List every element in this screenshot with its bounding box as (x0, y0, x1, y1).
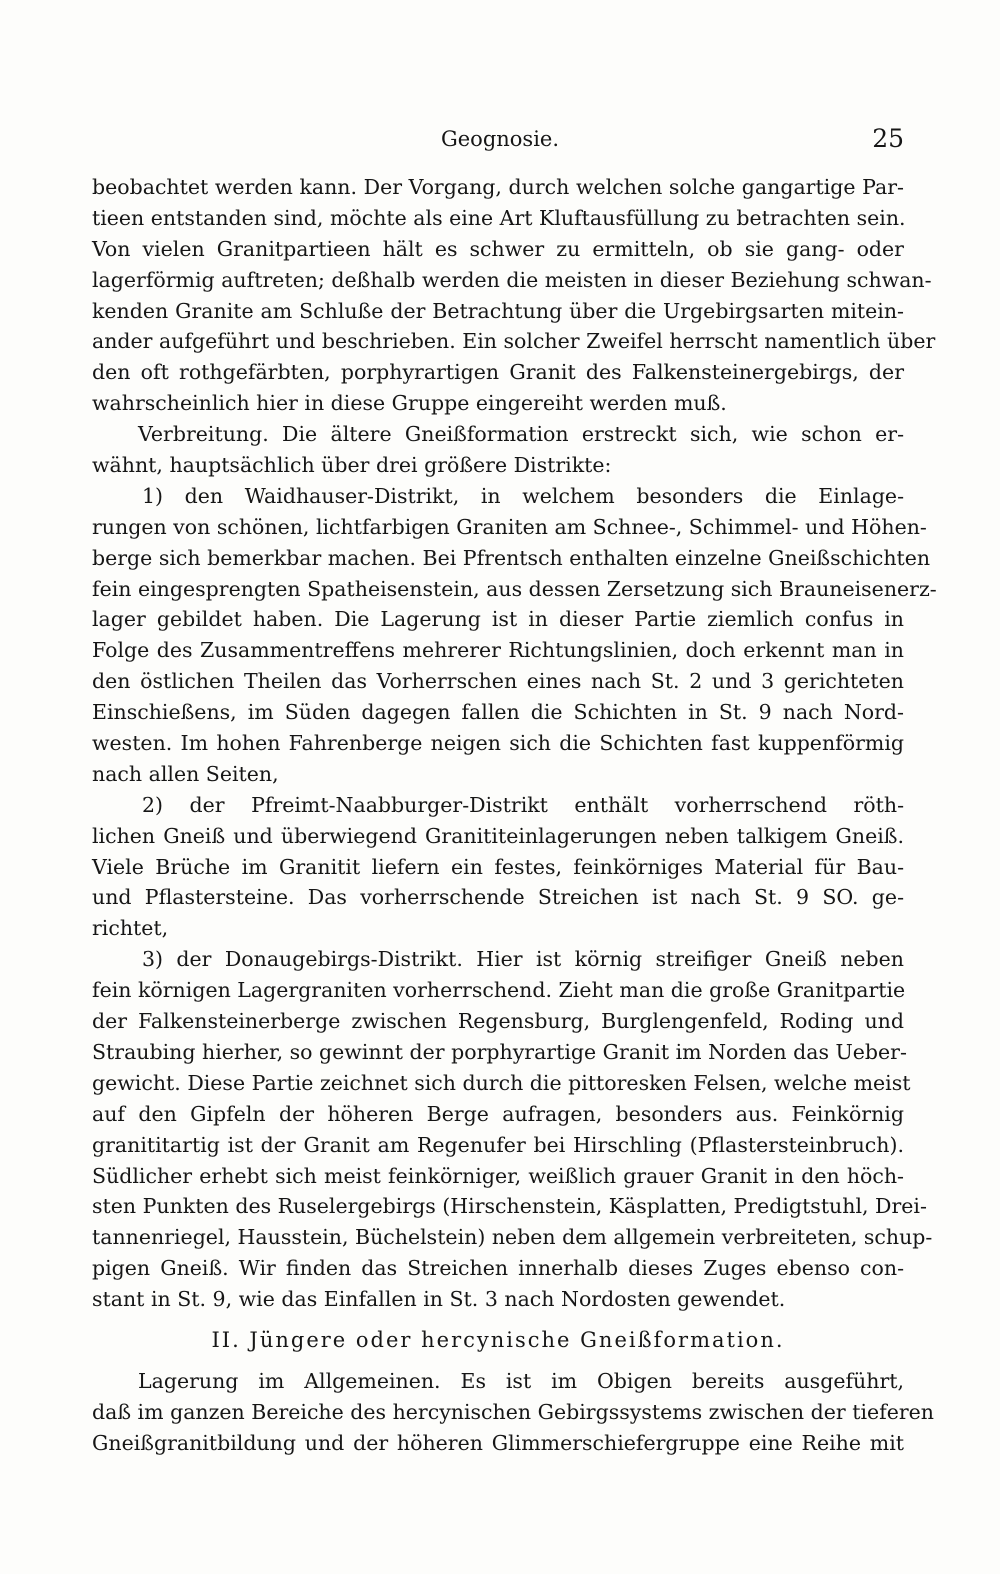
paragraph-verbreitung-start: Verbreitung. Die ältere Gneißformation erstreckt sich, wie schon er- (138, 422, 904, 447)
text-line: fein eingesprengten Spatheisenstein, aus dessen Zersetzung sich Brauneisenerz- (92, 576, 937, 601)
text-line: beobachtet werden kann. Der Vorgang, durch welchen solche gangartige Par- (92, 175, 904, 199)
text-line: wahrscheinlich hier in diese Gruppe eingereiht werden muß. (92, 391, 727, 416)
text-line: Gneißgranitbildung und der höheren Glimmerschiefergruppe eine Reihe mit (92, 1430, 904, 1455)
text-line: daß im ganzen Bereiche des hercynischen Gebirgssystems zwischen der tieferen (92, 1399, 934, 1424)
district-2-start: 2) der Pfreimt-Naabburger-Distrikt enthält vorherrschend röth- (142, 792, 904, 817)
text-line: richtet, (92, 916, 169, 941)
text-line: nach allen Seiten, (92, 761, 279, 786)
text-line: Viele Brüche im Granitit liefern ein festes, feinkörniges Material für Bau- (92, 854, 904, 879)
text-line: Südlicher erhebt sich meist feinkörniger, weißlich grauer Granit in den höch- (92, 1163, 904, 1188)
text-line: auf den Gipfeln der höheren Berge aufragen, besonders aus. Feinkörnig (92, 1101, 904, 1126)
text-line: tannenriegel, Hausstein, Büchelstein) neben dem allgemein verbreiteten, schup- (92, 1225, 933, 1250)
text-line: und Pflastersteine. Das vorherrschende Streichen ist nach St. 9 SO. ge- (92, 885, 904, 910)
text-line: kenden Granite am Schluße der Betrachtung über die Urgebirgsarten mitein- (92, 298, 904, 323)
text-line: Folge des Zusammentreffens mehrerer Richtungslinien, doch erkennt man in (92, 638, 904, 663)
text-line: lager gebildet haben. Die Lagerung ist in dieser Partie ziemlich confus in (92, 607, 904, 632)
district-3-start: 3) der Donaugebirgs-Distrikt. Hier ist körnig streifiger Gneiß neben (142, 947, 904, 972)
running-title: Geognosie. (440, 127, 560, 151)
running-head (0, 124, 1000, 158)
text-line: wähnt, hauptsächlich über drei größere Distrikte: (92, 453, 612, 478)
text-line: gewicht. Diese Partie zeichnet sich durch die pittoresken Felsen, welche meist (92, 1070, 911, 1095)
section-heading: II. Jüngere oder hercynische Gneißformation. (211, 1327, 785, 1352)
text-line: den östlichen Theilen das Vorherrschen eines nach St. 2 und 3 gerichteten (92, 669, 904, 694)
district-1-start: 1) den Waidhauser-Distrikt, in welchem besonders die Einlage- (142, 483, 904, 508)
text-line: der Falkensteinerberge zwischen Regensburg, Burglengenfeld, Roding und (92, 1009, 904, 1034)
text-line: Einschießens, im Süden dagegen fallen die Schichten in St. 9 nach Nord- (92, 700, 904, 725)
text-line: berge sich bemerkbar machen. Bei Pfrentsch enthalten einzelne Gneißschichten (92, 545, 931, 570)
text-line: Straubing hierher, so gewinnt der porphyrartige Granit im Norden das Ueber- (92, 1039, 907, 1064)
text-line: fein körnigen Lagergraniten vorherrschend. Zieht man die große Granitpartie (92, 978, 906, 1003)
text-line: Von vielen Granitpartieen hält es schwer zu ermitteln, ob sie gang- oder (92, 236, 904, 261)
text-line: stant in St. 9, wie das Einfallen in St. 3 nach Nordosten gewendet. (92, 1287, 786, 1312)
text-line: granititartig ist der Granit am Regenufer bei Hirschling (Pflastersteinbruch). (92, 1132, 904, 1157)
page-number: 25 (872, 124, 904, 153)
text-line: pigen Gneiß. Wir finden das Streichen innerhalb dieses Zuges ebenso con- (92, 1256, 904, 1281)
text-line: sten Punkten des Ruselergebirgs (Hirschenstein, Käsplatten, Predigtstuhl, Drei- (92, 1194, 927, 1219)
text-line: lagerförmig auftreten; deßhalb werden die meisten in dieser Beziehung schwan- (92, 267, 932, 292)
paragraph-lagerung-start: Lagerung im Allgemeinen. Es ist im Obigen bereits ausgeführt, (138, 1368, 904, 1393)
page-body (92, 172, 937, 1459)
text-line: tieen entstanden sind, möchte als eine Art Kluftausfüllung zu betrachten sein. (92, 205, 906, 230)
text-line: lichen Gneiß und überwiegend Granititeinlagerungen neben talkigem Gneiß. (92, 823, 904, 848)
text-line: rungen von schönen, lichtfarbigen Graniten am Schnee-, Schimmel- und Höhen- (92, 514, 927, 539)
text-line: ander aufgeführt und beschrieben. Ein solcher Zweifel herrscht namentlich über (92, 329, 936, 354)
text-line: den oft rothgefärbten, porphyrartigen Granit des Falkensteinergebirgs, der (92, 360, 904, 385)
text-line: westen. Im hohen Fahrenberge neigen sich die Schichten fast kuppenförmig (92, 731, 904, 756)
